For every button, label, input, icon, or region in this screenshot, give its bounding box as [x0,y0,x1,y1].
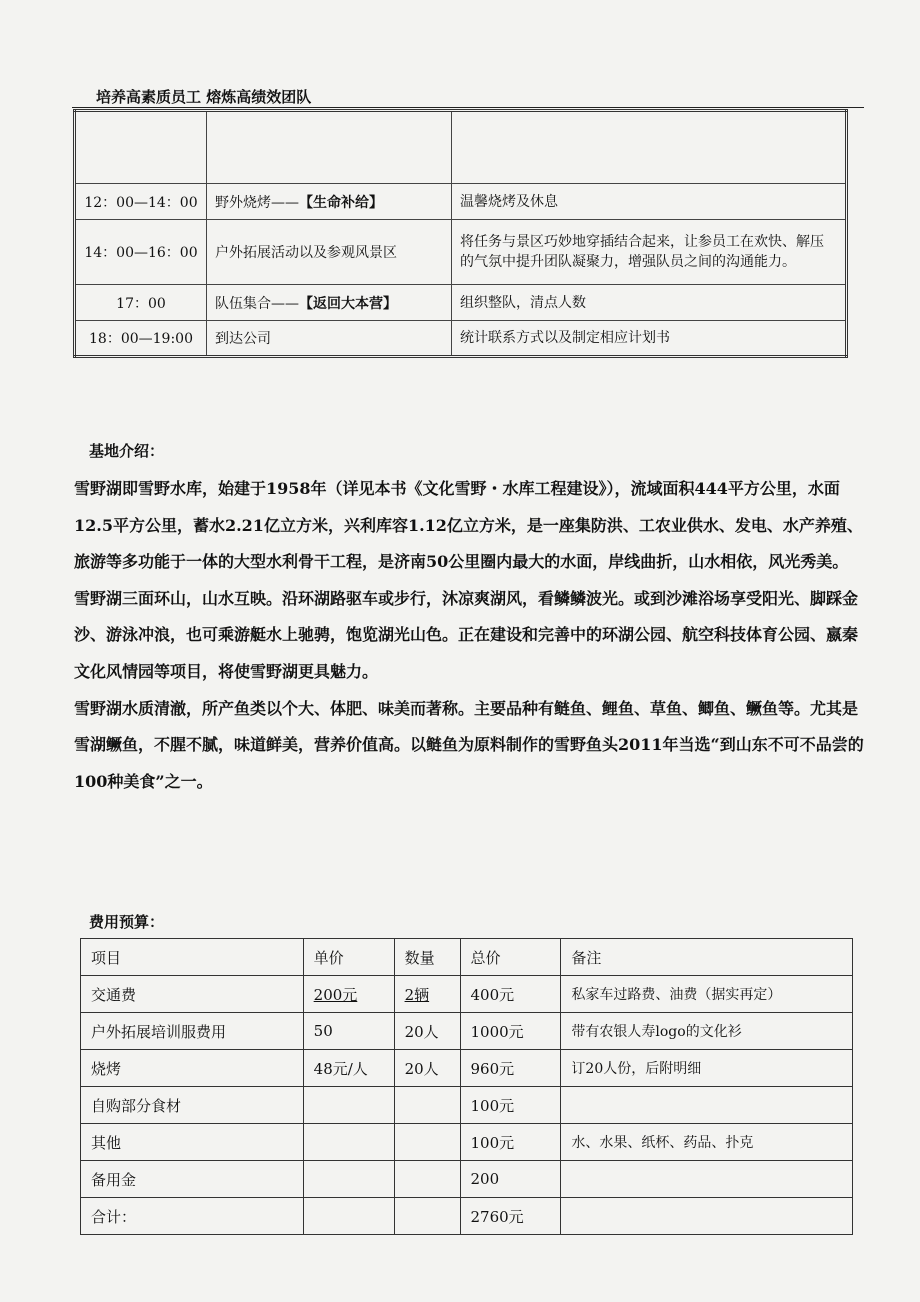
price-cell [303,1087,394,1124]
budget-title: 费用预算： [89,913,165,931]
qty-cell: 20人 [394,1013,460,1050]
remark-cell [561,1087,853,1124]
table-row [81,1124,853,1161]
price-cell [303,976,394,1013]
time-cell: 12：00—14：00 [75,184,207,220]
total-cell: 1000元 [460,1013,561,1050]
remark-cell [561,1161,853,1198]
table-row [81,1161,853,1198]
activity-cell [207,285,452,321]
price-cell [303,1198,394,1235]
item-cell: 合计： [81,1198,304,1235]
remark-cell: 私家车过路费、油费（据实再定） [561,976,853,1013]
total-cell: 400元 [460,976,561,1013]
item-cell: 烧烤 [81,1050,304,1087]
table-row [75,220,847,285]
qty-cell [394,976,460,1013]
remark-cell: 订20人份，后附明细 [561,1050,853,1087]
price-cell [303,1161,394,1198]
activity-highlight: 【返回大本营】 [299,295,397,312]
note-cell: 组织整队，清点人数 [452,285,847,321]
table-row [75,285,847,321]
item-cell: 备用金 [81,1161,304,1198]
item-cell: 其他 [81,1124,304,1161]
budget-table [80,938,853,1235]
remark-cell: 水、水果、纸杯、药品、扑克 [561,1124,853,1161]
header-cell: 项目 [81,939,304,976]
activity-text: 野外烧烤—— [215,194,299,211]
table-row [75,184,847,220]
remark-cell: 带有农银人寿logo的文化衫 [561,1013,853,1050]
header-cell: 单价 [303,939,394,976]
price-cell: 48元/人 [303,1050,394,1087]
intro-body [74,471,870,800]
time-cell: 18：00—19:00 [75,321,207,357]
total-cell: 960元 [460,1050,561,1087]
intro-paragraph: 雪野湖水质清澈，所产鱼类以个大、体肥、味美而著称。主要品种有鲢鱼、鲤鱼、草鱼、鲫鱼、鳜鱼等。尤其是雪湖鳜鱼，不腥不腻，味道鲜美，营养价值高。以鲢鱼为原料制作的雪野鱼头2011年当选“到山东不可不品尝的100种美食”之一。 [74,698,864,791]
time-cell [75,111,207,184]
note-cell: 温馨烧烤及休息 [452,184,847,220]
header-cell: 数量 [394,939,460,976]
table-row [75,111,847,184]
table-row [81,976,853,1013]
time-cell: 14：00—16：00 [75,220,207,285]
item-cell: 自购部分食材 [81,1087,304,1124]
activity-cell [207,220,452,285]
table-row [81,1198,853,1235]
table-header-row [81,939,853,976]
price-cell [303,1124,394,1161]
intro-paragraph: 雪野湖即雪野水库，始建于1958年（详见本书《文化雪野・水库工程建设》），流域面积444平方公里，水面12.5平方公里，蓄水2.21亿立方米，兴利库容1.12亿立方米，是一座集防洪、工农业供水、发电、水产养殖、旅游等多功能于一体的大型水利骨干工程，是济南50公里圈内最大的水面，岸线曲折，山水相依，风光秀美。 [74,479,863,572]
total-cell: 100元 [460,1124,561,1161]
note-cell: 统计联系方式以及制定相应计划书 [452,321,847,357]
total-cell: 100元 [460,1087,561,1124]
activity-cell [207,184,452,220]
activity-text: 到达公司 [215,331,271,347]
schedule-table [73,109,848,358]
table-row [81,1050,853,1087]
activity-text: 队伍集合—— [215,295,299,312]
qty-value: 2辆 [404,985,430,1004]
table-row [81,1087,853,1124]
intro-paragraph: 雪野湖三面环山，山水互映。沿环湖路驱车或步行，沐凉爽湖风，看鳞鳞波光。或到沙滩浴场享受阳光、脚踩金沙、游泳冲浪，也可乘游艇水上驰骋，饱览湖光山色。正在建设和完善中的环湖公园、航空科技体育公园、嬴秦文化风情园等项目，将使雪野湖更具魅力。 [74,588,859,681]
price-value: 200元 [313,985,358,1004]
item-cell: 户外拓展培训服费用 [81,1013,304,1050]
note-cell: 将任务与景区巧妙地穿插结合起来，让参员工在欢快、解压的气氛中提升团队凝聚力，增强队员之间的沟通能力。 [452,220,847,285]
total-cell: 2760元 [460,1198,561,1235]
qty-cell [394,1161,460,1198]
table-row [75,321,847,357]
page-header: 培养高素质员工 熔炼高绩效团队 [96,88,312,106]
intro-title: 基地介绍： [89,442,165,460]
note-cell [452,111,847,184]
activity-cell [207,111,452,184]
header-cell: 备注 [561,939,853,976]
activity-highlight: 【生命补给】 [299,194,383,211]
qty-cell [394,1124,460,1161]
qty-cell [394,1198,460,1235]
qty-cell: 20人 [394,1050,460,1087]
header-cell: 总价 [460,939,561,976]
total-cell: 200 [460,1161,561,1198]
activity-text: 户外拓展活动以及参观风景区 [215,245,397,261]
activity-cell [207,321,452,357]
remark-cell [561,1198,853,1235]
table-row [81,1013,853,1050]
qty-cell [394,1087,460,1124]
header-divider [72,107,864,108]
item-cell: 交通费 [81,976,304,1013]
time-cell: 17：00 [75,285,207,321]
price-cell: 50 [303,1013,394,1050]
